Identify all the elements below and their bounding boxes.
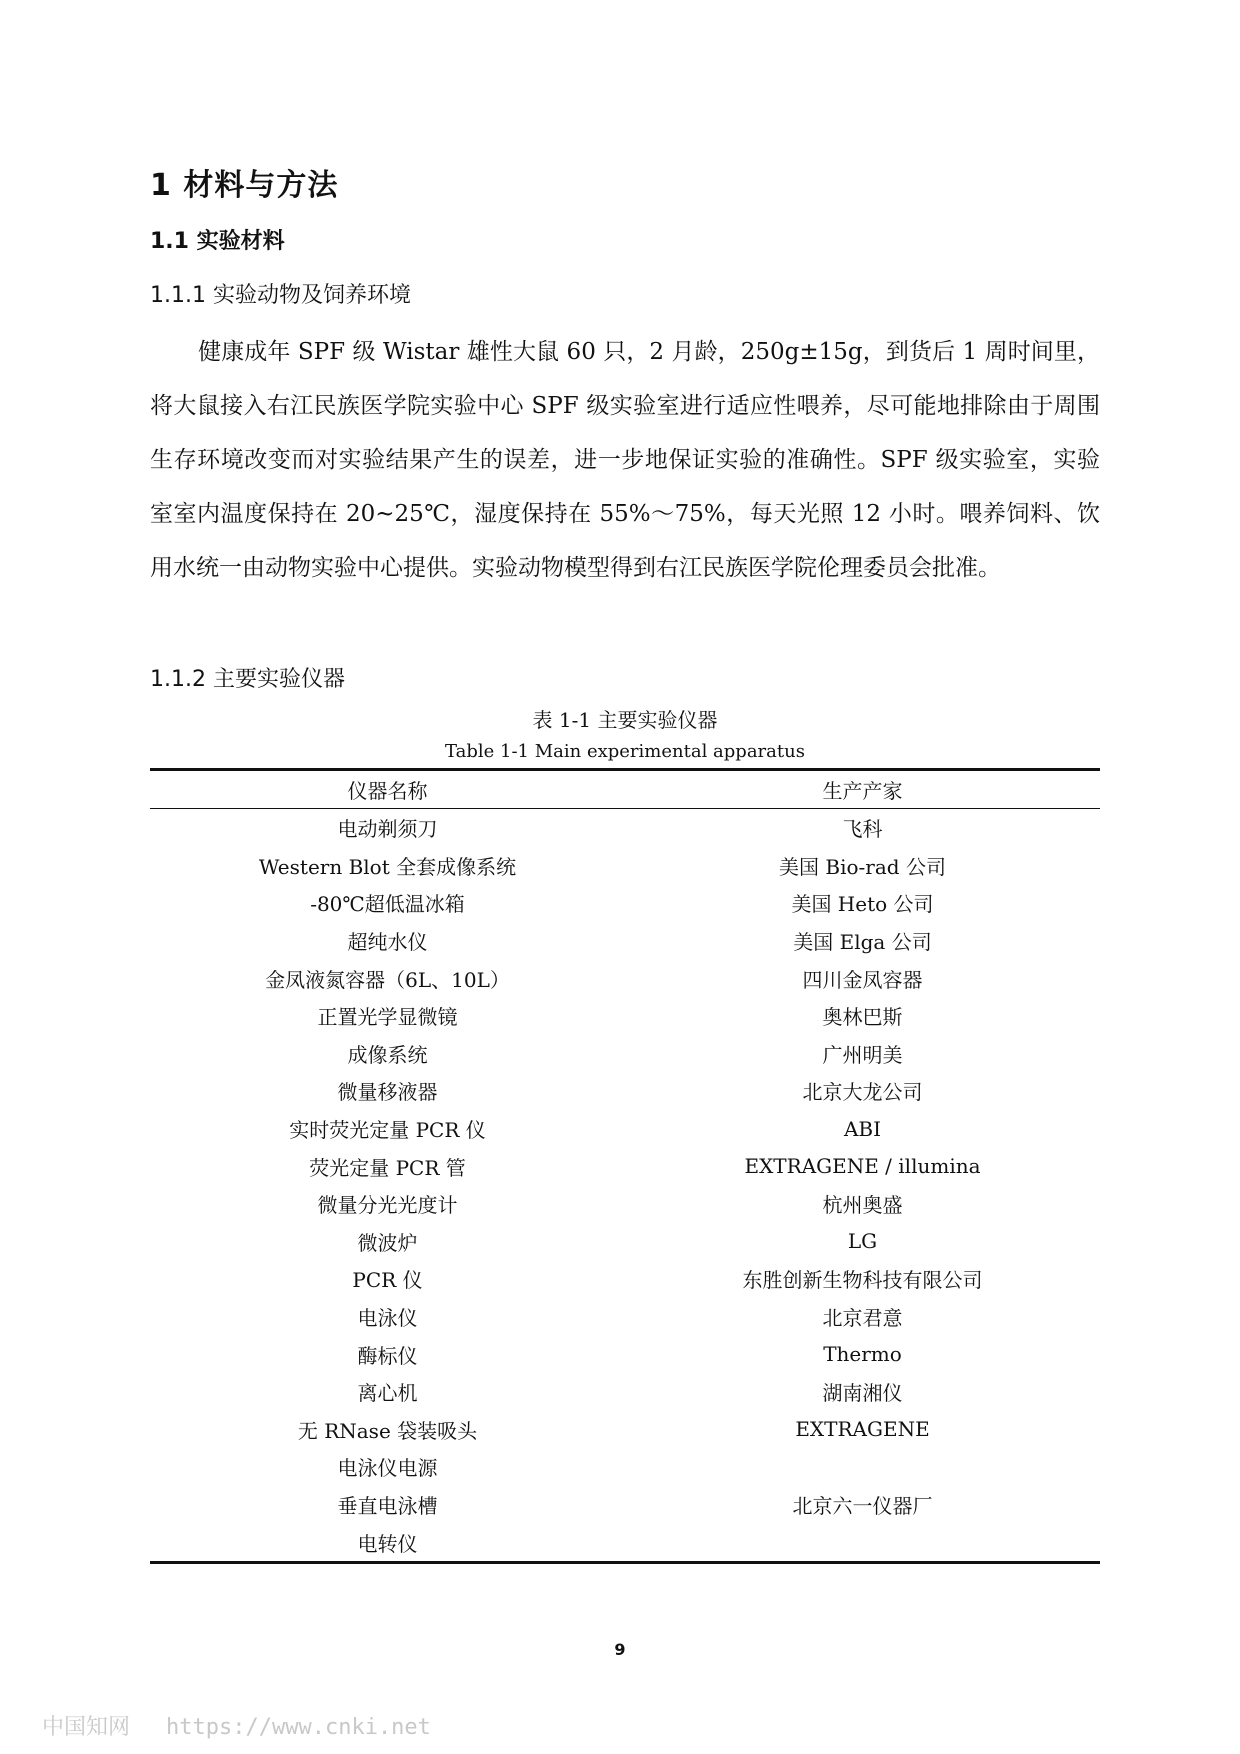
table-row [150, 959, 1100, 997]
instrument-cell: 正置光学显微镜 [317, 1005, 458, 1030]
manufacturer-cell: 美国 Heto 公司 [791, 892, 934, 917]
table-row [150, 1260, 1100, 1298]
table-row [150, 847, 1100, 885]
instrument-cell: 酶标仪 [357, 1343, 418, 1368]
manufacturer-cell: 北京大龙公司 [802, 1080, 923, 1105]
table-row [150, 997, 1100, 1035]
section-heading-1-1-2: 1.1.2 主要实验仪器 [150, 667, 345, 692]
table-row [150, 1035, 1100, 1073]
table-row [150, 1335, 1100, 1373]
manufacturer-cell: 飞科 [842, 817, 883, 842]
instrument-cell: 电转仪 [150, 1523, 625, 1562]
instrument-cell: 微波炉 [357, 1230, 418, 1255]
header-manufacturer: 生产产家 [625, 770, 1100, 809]
table-header-row [150, 770, 1100, 809]
table-row [150, 1110, 1100, 1148]
table-row [150, 1072, 1100, 1110]
manufacturer-cell [625, 1448, 1100, 1486]
table-caption-en: Table 1-1 Main experimental apparatus [445, 741, 805, 762]
manufacturer-cell: 北京六一仪器厂 [792, 1493, 933, 1518]
instrument-cell: 微量分光光度计 [317, 1193, 458, 1218]
instrument-cell: -80℃超低温冰箱 [310, 892, 465, 917]
section-heading-1: 1 材料与方法 [150, 168, 339, 203]
body-paragraph [150, 325, 1100, 595]
instrument-cell: 超纯水仪 [347, 930, 428, 955]
section-heading-1-1: 1.1 实验材料 [150, 229, 285, 254]
manufacturer-cell: 湖南湘仪 [822, 1381, 903, 1406]
table-row [150, 809, 1100, 847]
instrument-cell: 微量移液器 [337, 1080, 438, 1105]
table-row [150, 922, 1100, 960]
manufacturer-cell [625, 1523, 1100, 1562]
table-row [150, 1411, 1100, 1449]
table-row [150, 1298, 1100, 1336]
instrument-cell: 金凤液氮容器（6L、10L） [265, 967, 510, 992]
instrument-cell: 垂直电泳槽 [337, 1493, 438, 1518]
instrument-cell: PCR 仪 [352, 1268, 423, 1293]
instrument-cell: 成像系统 [347, 1042, 428, 1067]
watermark-site-name: 中国知网 [42, 1715, 131, 1740]
manufacturer-cell: 杭州奥盛 [822, 1193, 903, 1218]
table-body [150, 809, 1100, 1563]
cnki-watermark [42, 1710, 431, 1741]
manufacturer-cell: 东胜创新生物科技有限公司 [742, 1268, 983, 1293]
paragraph-text: 健康成年 SPF 级 Wistar 雄性大鼠 60 只，2 月龄，250g±15g，到货后 1 周时间里，将大鼠接入右江民族医学院实验中心 SPF 级实验室进行适应性喂养，尽可能地排除由于周围生存环境改变而对实验结果产生的误差，进一步地保证实验的准确性。SPF 级实验室，实验室室内温度保持在 20~25℃，湿度保持在 55%～75%，每天光照 12 小时。喂养饲料、饮用水统一由动物实验中心提供。实验动物模型得到右江民族医学院伦理委员会批准。 [150, 339, 1100, 581]
table-row [150, 1185, 1100, 1223]
instrument-cell: 荧光定量 PCR 管 [309, 1155, 466, 1180]
manufacturer-cell: ABI [843, 1116, 882, 1141]
instrument-cell: 电泳仪 [357, 1306, 418, 1331]
section-heading-1-1-1: 1.1.1 实验动物及饲养环境 [150, 283, 411, 308]
instrument-cell: 无 RNase 袋装吸头 [297, 1418, 478, 1443]
page-number: 9 [614, 1640, 626, 1659]
apparatus-table [150, 768, 1100, 1564]
manufacturer-cell: LG [847, 1229, 878, 1254]
watermark-url: https://www.cnki.net [166, 1715, 431, 1740]
table-row [150, 1223, 1100, 1261]
table-row [150, 884, 1100, 922]
manufacturer-cell: 美国 Bio-rad 公司 [779, 854, 946, 879]
instrument-cell: 电动剃须刀 [337, 817, 438, 842]
manufacturer-cell: 广州明美 [822, 1042, 903, 1067]
manufacturer-cell: 奥林巴斯 [822, 1005, 903, 1030]
header-instrument-name: 仪器名称 [150, 770, 625, 809]
instrument-cell: Western Blot 全套成像系统 [258, 854, 517, 879]
table-row [150, 1373, 1100, 1411]
table-row [150, 1486, 1100, 1524]
manufacturer-cell: Thermo [823, 1342, 902, 1367]
manufacturer-cell: 北京君意 [822, 1306, 903, 1331]
table-row [150, 1448, 1100, 1486]
manufacturer-cell: 四川金凤容器 [802, 967, 923, 992]
instrument-cell: 离心机 [357, 1381, 418, 1406]
manufacturer-cell: 美国 Elga 公司 [793, 930, 932, 955]
instrument-cell: 实时荧光定量 PCR 仪 [289, 1118, 486, 1143]
manufacturer-cell: EXTRAGENE [795, 1417, 930, 1442]
manufacturer-cell: EXTRAGENE / illumina [744, 1154, 981, 1179]
table-caption-cn: 表 1-1 主要实验仪器 [532, 708, 718, 732]
table-row [150, 1523, 1100, 1562]
table-row [150, 1147, 1100, 1185]
instrument-cell: 电泳仪电源 [337, 1456, 438, 1481]
